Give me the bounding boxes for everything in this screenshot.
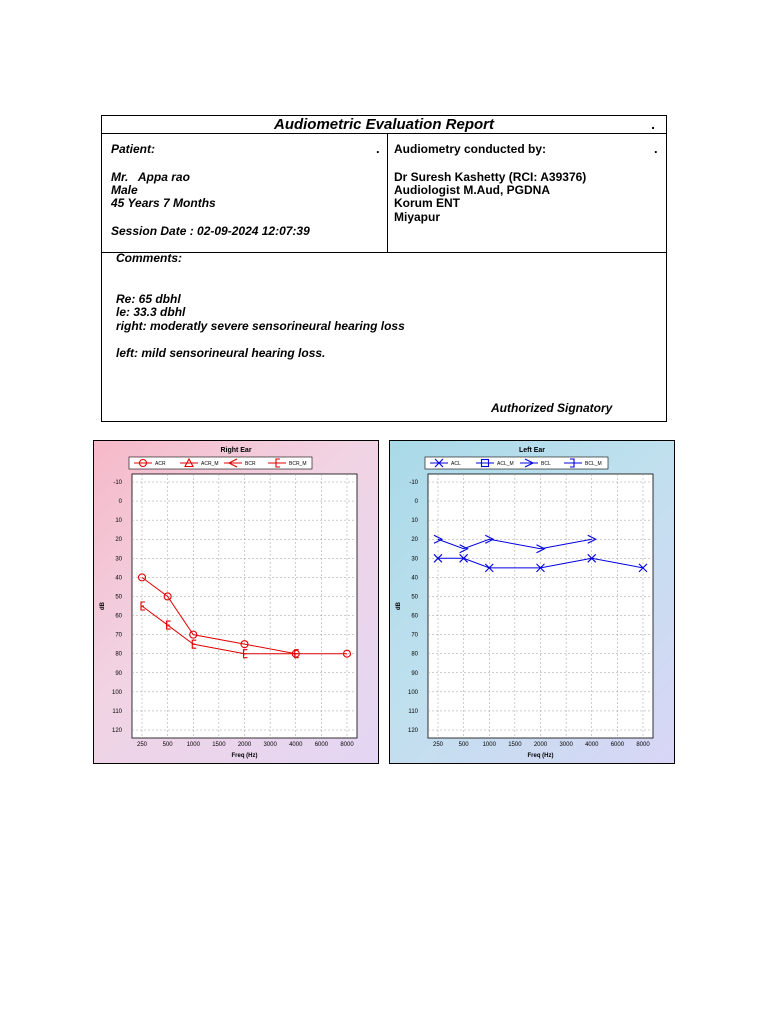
x-tick-label: 500 <box>458 742 469 748</box>
y-tick-label: 20 <box>115 537 122 544</box>
y-axis-label: dB <box>100 602 106 610</box>
authorized-signatory: Authorized Signatory <box>491 401 613 415</box>
chart-title: Left Ear <box>518 447 546 454</box>
x-tick-label: 6000 <box>610 742 625 748</box>
y-tick-label: 40 <box>115 575 122 582</box>
y-tick-label: 50 <box>115 594 122 601</box>
report-title: Audiometric Evaluation Report <box>273 116 495 133</box>
comments-section <box>102 253 666 422</box>
title-bar <box>102 116 666 134</box>
comment-line: right: moderatly severe sensorineural hearing loss <box>116 319 405 333</box>
y-tick-label: 20 <box>411 537 418 544</box>
x-tick-label: 1500 <box>508 742 522 748</box>
patient-label: Patient: <box>111 142 156 156</box>
x-tick-label: 3000 <box>559 742 573 748</box>
y-tick-label: 110 <box>408 708 418 715</box>
x-tick-label: 4000 <box>585 742 599 748</box>
x-tick-label: 250 <box>136 742 148 748</box>
chart-title: Right Ear <box>220 447 252 454</box>
y-tick-label: 120 <box>111 728 122 734</box>
x-axis-label: Freq (Hz) <box>527 753 554 759</box>
title-dot: . <box>651 116 655 132</box>
y-tick-label: 70 <box>411 632 418 639</box>
y-tick-label: 80 <box>115 651 122 658</box>
y-tick-label: 10 <box>115 518 122 525</box>
comments-label: Comments: <box>116 251 183 265</box>
right-ear-audiogram <box>94 441 378 763</box>
y-tick-label: -10 <box>113 480 122 486</box>
chart-legend <box>129 457 312 469</box>
clinic-name: Korum ENT <box>394 196 460 210</box>
y-tick-label: -10 <box>409 480 418 486</box>
x-tick-label: 4000 <box>289 742 303 748</box>
y-tick-label: 30 <box>411 556 418 563</box>
y-tick-label: 60 <box>411 613 418 620</box>
y-tick-label: 80 <box>411 651 418 658</box>
y-tick-label: 120 <box>407 728 418 734</box>
conducted-label: Audiometry conducted by: <box>394 142 547 156</box>
x-tick-label: 1500 <box>212 742 226 748</box>
audiologist-qualification: Audiologist M.Aud, PGDNA <box>394 183 550 197</box>
comment-line: le: 33.3 dbhl <box>116 305 186 319</box>
patient-section <box>102 134 388 252</box>
x-tick-label: 6000 <box>314 742 329 748</box>
x-tick-label: 8000 <box>636 742 650 748</box>
y-tick-label: 50 <box>411 594 418 601</box>
x-tick-label: 2000 <box>533 742 548 748</box>
y-tick-label: 40 <box>411 575 418 582</box>
audiologist-name: Dr Suresh Kashetty (RCI: A39376) <box>394 170 587 184</box>
clinic-location: Miyapur <box>394 210 441 224</box>
x-tick-label: 3000 <box>263 742 277 748</box>
y-tick-label: 30 <box>115 556 122 563</box>
patient-name: Mr. Appa rao <box>111 170 190 184</box>
legend-label: BCR <box>245 461 256 467</box>
y-tick-label: 90 <box>115 670 122 677</box>
info-row <box>102 134 666 253</box>
audiologist-section <box>388 134 666 252</box>
y-tick-label: 10 <box>411 518 418 525</box>
x-tick-label: 8000 <box>340 742 354 748</box>
patient-gender: Male <box>111 183 138 197</box>
y-tick-label: 0 <box>118 499 122 506</box>
y-tick-label: 60 <box>115 613 122 620</box>
legend-label: BCL <box>541 461 551 467</box>
y-tick-label: 70 <box>115 632 122 639</box>
session-date: Session Date : 02-09-2024 12:07:39 <box>111 224 310 238</box>
y-axis-label: dB <box>396 602 402 610</box>
right-ear-chart <box>93 440 379 764</box>
x-tick-label: 250 <box>432 742 444 748</box>
left-ear-audiogram <box>390 441 674 763</box>
chart-legend <box>425 457 608 469</box>
y-tick-label: 90 <box>411 670 418 677</box>
legend-label: ACL <box>451 461 461 467</box>
legend-label: ACL_M <box>497 461 514 467</box>
x-tick-label: 500 <box>162 742 173 748</box>
legend-label: ACR_M <box>201 461 219 467</box>
y-tick-label: 110 <box>112 708 122 715</box>
legend-label: ACR <box>155 461 166 467</box>
conducted-dot: . <box>654 141 658 156</box>
x-axis-label: Freq (Hz) <box>231 753 258 759</box>
x-tick-label: 1000 <box>186 742 200 748</box>
audiometric-report <box>101 115 667 422</box>
x-tick-label: 2000 <box>237 742 252 748</box>
y-tick-label: 100 <box>111 689 122 696</box>
y-tick-label: 100 <box>407 689 418 696</box>
patient-dot: . <box>376 141 380 156</box>
left-ear-chart <box>389 440 675 764</box>
patient-age: 45 Years 7 Months <box>111 196 216 210</box>
comment-line: left: mild sensorineural hearing loss. <box>116 346 326 360</box>
comment-line: Re: 65 dbhl <box>116 292 181 306</box>
y-tick-label: 0 <box>414 499 418 506</box>
legend-label: BCL_M <box>585 461 602 467</box>
legend-label: BCR_M <box>289 461 307 467</box>
x-tick-label: 1000 <box>482 742 496 748</box>
